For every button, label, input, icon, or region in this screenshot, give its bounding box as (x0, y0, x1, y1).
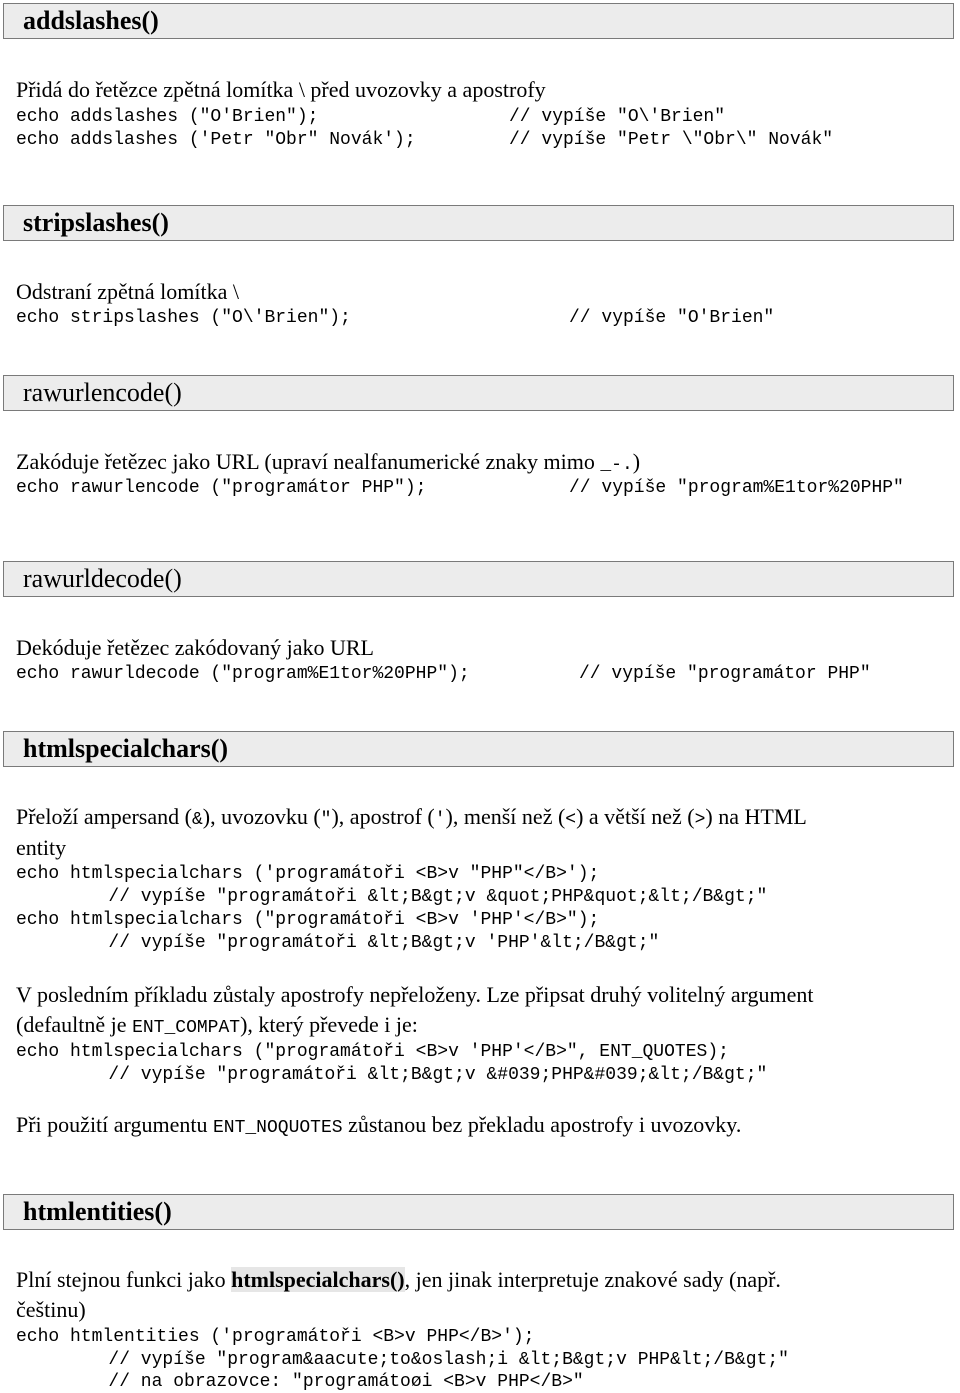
code-comment: // vypíše "programátoři &lt;B&gt;v &#039;PHP&#039;&lt;/B&gt;" (76, 1065, 768, 1085)
section-header-stripslashes (3, 205, 954, 241)
desc-code: & (191, 810, 203, 830)
note-text: Při použití argumentu (16, 1112, 213, 1137)
code-line: echo htmlspecialchars ("programátoři <B>v 'PHP'</B>", ENT_QUOTES); (16, 1042, 729, 1062)
htmlspecialchars-link[interactable]: htmlspecialchars() (231, 1267, 405, 1292)
code-comment: // vypíše "O'Brien" (569, 308, 775, 328)
code-comment: // vypíše "program&aacute;to&oslash;i &lt;B&gt;v PHP&lt;/B&gt;" (76, 1350, 789, 1370)
section-title: addslashes() (23, 6, 159, 35)
note-text: ), který převede i je: (240, 1012, 418, 1037)
desc-code: > (694, 810, 706, 830)
note (16, 1013, 418, 1040)
desc-text: ) na HTML (705, 804, 807, 829)
code-comment: // na obrazovce: "programátoøi <B>v PHP</B>" (76, 1372, 584, 1392)
note-code: ENT_COMPAT (132, 1018, 241, 1038)
description (16, 450, 640, 477)
note-text: zůstanou bez překladu apostrofy i uvozovky. (342, 1112, 742, 1137)
code-comment: // vypíše "programátoři &lt;B&gt;v &quot;PHP&quot;&lt;/B&gt;" (76, 887, 768, 907)
code-line: echo htmlspecialchars ("programátoři <B>v 'PHP'</B>"); (16, 910, 600, 930)
description: Dekóduje řetězec zakódovaný jako URL (16, 635, 374, 660)
note-text: (defaultně je (16, 1012, 133, 1037)
code-comment: // vypíše "program%E1tor%20PHP" (569, 478, 904, 498)
note-code: ENT_NOQUOTES (212, 1118, 343, 1138)
code-comment: // vypíše "O\'Brien" (509, 107, 726, 127)
desc-text: ), apostrof ( (331, 804, 435, 829)
description-line2: češtinu) (16, 1297, 86, 1322)
section-title: htmlspecialchars() (23, 734, 229, 763)
desc-text: , jen jinak interpretuje znakové sady (např. (404, 1267, 781, 1292)
description-line2: entity (16, 835, 67, 860)
desc-code: ' (434, 810, 446, 830)
desc-text: ) (632, 449, 641, 474)
section-header-addslashes (3, 3, 954, 39)
desc-text: ), uvozovku ( (202, 804, 321, 829)
section-header-rawurlencode (3, 375, 954, 411)
description (16, 1268, 781, 1292)
code-line: echo htmlspecialchars ('programátoři <B>v "PHP"</B>'); (16, 864, 600, 884)
section-title: rawurldecode() (23, 564, 182, 593)
desc-code: " (320, 810, 332, 830)
desc-text: Zakóduje řetězec jako URL (upraví nealfanumerické znaky mimo (16, 449, 601, 474)
code-comment: // vypíše "Petr \"Obr\" Novák" (509, 130, 834, 150)
section-header-htmlentities (3, 1194, 954, 1230)
code-comment: // vypíše "programátor PHP" (579, 664, 871, 684)
section-header-htmlspecialchars (3, 731, 954, 767)
desc-text: Plní stejnou funkci jako (16, 1267, 232, 1292)
description (16, 805, 807, 832)
code-line: echo htmlentities ('programátoři <B>v PHP</B>'); (16, 1327, 535, 1347)
desc-text: ), menší než ( (445, 804, 566, 829)
code-line: echo stripslashes ("O\'Brien"); (16, 308, 351, 328)
code-line: echo rawurlencode ("programátor PHP"); (16, 478, 427, 498)
section-title: rawurlencode() (23, 378, 182, 407)
desc-code: < (565, 810, 577, 830)
desc-code: _-. (600, 455, 633, 475)
desc-text: ) a větší než ( (576, 804, 695, 829)
description: Odstraní zpětná lomítka \ (16, 279, 239, 304)
section-title: stripslashes() (23, 208, 169, 237)
desc-text: Přeloží ampersand ( (16, 804, 192, 829)
code-line: echo addslashes ("O'Brien"); (16, 107, 319, 127)
section-header-rawurldecode (3, 561, 954, 597)
note: V posledním příkladu zůstaly apostrofy nepřeloženy. Lze připsat druhý volitelný argument (16, 982, 814, 1007)
section-title: htmlentities() (23, 1197, 172, 1226)
code-comment: // vypíše "programátoři &lt;B&gt;v 'PHP'&lt;/B&gt;" (76, 933, 660, 953)
code-line: echo addslashes ('Petr "Obr" Novák'); (16, 130, 416, 150)
note (16, 1113, 741, 1140)
code-line: echo rawurldecode ("program%E1tor%20PHP"); (16, 664, 470, 684)
description: Přidá do řetězce zpětná lomítka \ před uvozovky a apostrofy (16, 77, 546, 102)
